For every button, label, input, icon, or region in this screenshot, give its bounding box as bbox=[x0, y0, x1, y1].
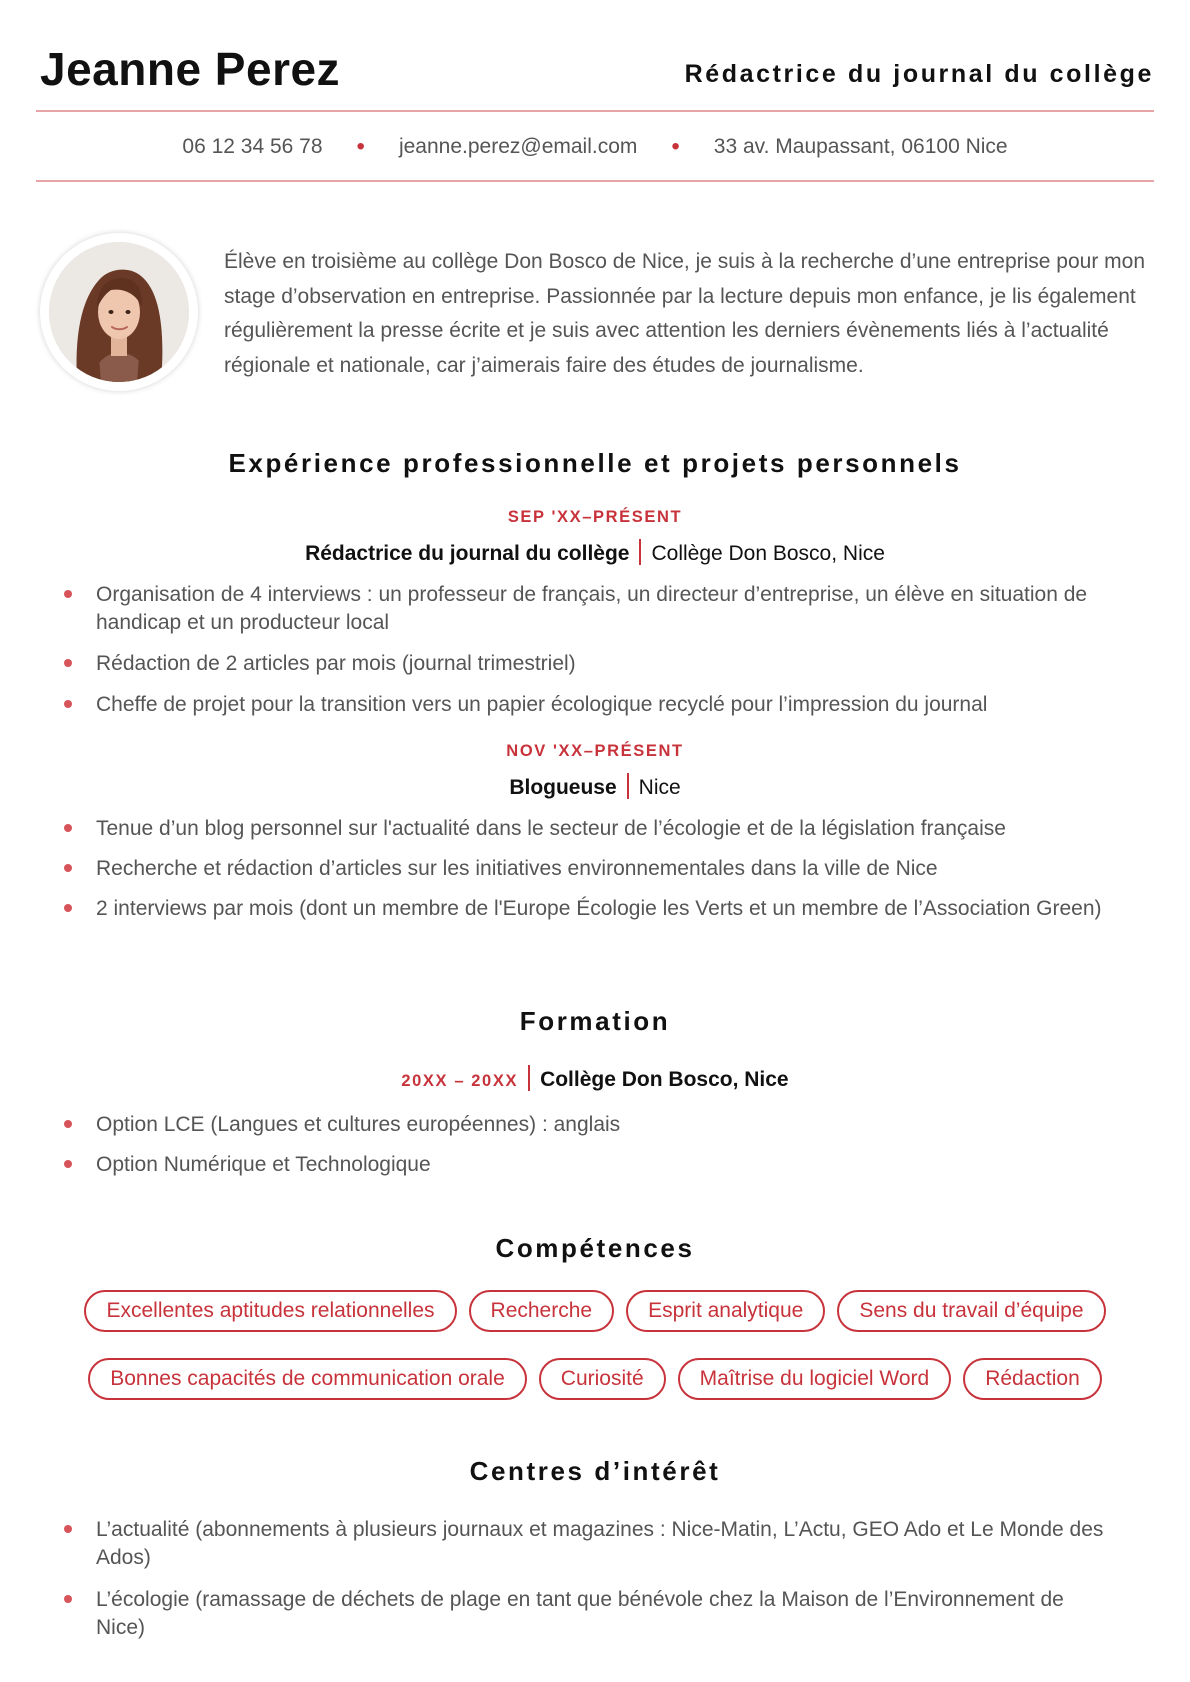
divider bbox=[528, 1065, 530, 1091]
divider bbox=[627, 773, 629, 799]
job-title: Rédactrice du journal du collège bbox=[684, 60, 1154, 88]
candidate-name: Jeanne Perez bbox=[40, 43, 341, 95]
experience-period: NOV 'XX–PRÉSENT bbox=[506, 742, 684, 760]
avatar-frame bbox=[40, 233, 198, 391]
profile-summary: Élève en troisième au collège Don Bosco de Nice, je suis à la recherche d’une entreprise pour mon stage d’observation en entreprise. Passionnée par la lecture depuis mon enfance, je lis également régulièrement la presse écrite et je suis avec attention les derniers évènements liés à l’actualité régionale et nationale, car j’aimerais faire des études de journalisme. bbox=[224, 250, 1146, 377]
interests-bullets bbox=[62, 1516, 1112, 1642]
experience-role-line bbox=[0, 773, 1190, 800]
postal-address: 33 av. Maupassant, 06100 Nice bbox=[713, 135, 1008, 158]
education-years: 20XX – 20XX bbox=[401, 1072, 519, 1090]
education-heading: Formation bbox=[519, 1006, 671, 1036]
list-item: Organisation de 4 interviews : un professeur de français, un directeur d’entreprise, un élève en situation de handicap et un producteur local bbox=[62, 581, 1112, 637]
skill-tag: Sens du travail d’équipe bbox=[837, 1290, 1105, 1332]
skills-heading: Compétences bbox=[495, 1233, 695, 1263]
skills-row bbox=[0, 1358, 1190, 1400]
list-item: 2 interviews par mois (dont un membre de l'Europe Écologie les Verts et un membre de l’Association Green) bbox=[62, 895, 1112, 923]
interests-heading: Centres d’intérêt bbox=[469, 1456, 721, 1486]
list-item: Option LCE (Langues et cultures européennes) : anglais bbox=[62, 1111, 1112, 1139]
skill-tag: Excellentes aptitudes relationnelles bbox=[84, 1290, 456, 1332]
list-item: Option Numérique et Technologique bbox=[62, 1151, 1112, 1179]
skill-tag: Esprit analytique bbox=[626, 1290, 825, 1332]
separator-dot-icon: • bbox=[356, 133, 365, 160]
experience-role-line bbox=[0, 539, 1190, 566]
experience-bullets bbox=[62, 581, 1112, 719]
list-item: Rédaction de 2 articles par mois (journal trimestriel) bbox=[62, 650, 1112, 678]
avatar bbox=[49, 242, 189, 382]
separator-dot-icon: • bbox=[671, 133, 680, 160]
skill-tag: Bonnes capacités de communication orale bbox=[88, 1358, 527, 1400]
list-item: Tenue d’un blog personnel sur l'actualité dans le secteur de l’écologie et de la législation française bbox=[62, 815, 1112, 843]
list-item: L’actualité (abonnements à plusieurs journaux et magazines : Nice-Matin, L’Actu, GEO Ado et Le Monde des Ados) bbox=[62, 1516, 1112, 1572]
education-bullets bbox=[62, 1111, 1112, 1179]
list-item: L’écologie (ramassage de déchets de plage en tant que bénévole chez la Maison de l’Environnement de Nice) bbox=[62, 1586, 1112, 1642]
skill-tag: Recherche bbox=[469, 1290, 615, 1332]
experience-role: Rédactrice du journal du collège bbox=[305, 542, 630, 565]
list-item: Recherche et rédaction d’articles sur les initiatives environnementales dans la ville de Nice bbox=[62, 855, 1112, 883]
experience-heading: Expérience professionnelle et projets personnels bbox=[228, 448, 962, 478]
education-school: Collège Don Bosco, Nice bbox=[540, 1068, 789, 1091]
experience-period: SEP 'XX–PRÉSENT bbox=[507, 508, 683, 526]
skill-tag: Curiosité bbox=[539, 1358, 666, 1400]
skills-row bbox=[0, 1290, 1190, 1332]
skill-tag: Maîtrise du logiciel Word bbox=[678, 1358, 952, 1400]
email-address: jeanne.perez@email.com bbox=[398, 135, 638, 158]
skill-tag: Rédaction bbox=[963, 1358, 1102, 1400]
education-line bbox=[0, 1065, 1190, 1092]
phone-number: 06 12 34 56 78 bbox=[182, 135, 323, 158]
profile-photo-icon bbox=[49, 242, 189, 382]
experience-bullets bbox=[62, 815, 1112, 923]
divider bbox=[639, 539, 641, 565]
contact-bar bbox=[36, 114, 1154, 182]
list-item: Cheffe de projet pour la transition vers un papier écologique recyclé pour l’impression du journal bbox=[62, 691, 1112, 719]
experience-role: Blogueuse bbox=[509, 776, 617, 799]
resume-header bbox=[36, 40, 1154, 112]
experience-place: Nice bbox=[638, 776, 681, 799]
experience-place: Collège Don Bosco, Nice bbox=[651, 542, 885, 565]
